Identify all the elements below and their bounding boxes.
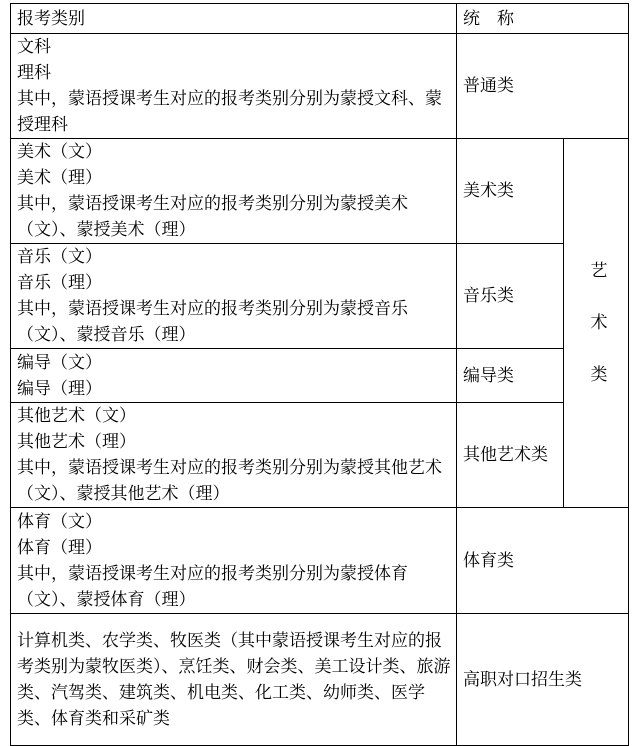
general-name-cell: 编导类 <box>457 349 564 403</box>
table-row <box>11 244 629 349</box>
table-row <box>11 614 629 746</box>
category-line: 其中，蒙语授课考生对应的报考类别分别为蒙授音乐（文）、蒙授音乐（理） <box>17 299 408 345</box>
category-line: 其中，蒙语授课考生对应的报考类别分别为蒙授美术（文）、蒙授美术（理） <box>17 194 408 240</box>
general-name-cell: 体育类 <box>457 508 629 614</box>
category-line: 体育（文） <box>17 511 102 532</box>
general-name-cell: 普通类 <box>457 34 629 139</box>
category-line: 其中，蒙语授课考生对应的报考类别分别为蒙授体育（文）、蒙授体育（理） <box>17 563 408 610</box>
header-category: 报考类别 <box>11 4 457 34</box>
category-line: 其他艺术（理） <box>17 432 136 452</box>
table-header-row <box>11 4 629 34</box>
table-row <box>11 139 629 244</box>
table-row <box>11 34 629 139</box>
category-line: 理科 <box>17 63 51 83</box>
art-group-char: 类 <box>590 365 608 385</box>
table-row <box>11 349 629 403</box>
table-row <box>11 403 629 508</box>
category-line: 文科 <box>17 37 51 57</box>
category-cell <box>11 34 457 139</box>
category-line: 美术（文） <box>17 142 102 162</box>
category-line: 其中，蒙语授课考生对应的报考类别分别为蒙授文科、蒙授理科 <box>17 89 442 135</box>
table-row <box>11 508 629 614</box>
category-cell <box>11 403 457 508</box>
general-name-cell: 音乐类 <box>457 244 564 349</box>
category-line: 音乐（理） <box>17 273 102 293</box>
category-line: 编导（文） <box>17 352 102 373</box>
category-line: 其他艺术（文） <box>17 406 136 426</box>
category-cell <box>11 614 457 746</box>
category-line: 计算机类、农学类、牧医类（其中蒙语授课考生对应的报考类别为蒙牧医类）、烹饪类、财会类、美工设计类、旅游类、汽驾类、建筑类、机电类、化工类、幼师类、医学类、体育类和采矿类 <box>17 630 451 729</box>
header-general-name: 统 称 <box>457 4 629 34</box>
category-cell <box>11 244 457 349</box>
general-name-cell: 其他艺术类 <box>457 403 564 508</box>
general-name-cell: 美术类 <box>457 139 564 244</box>
category-cell <box>11 139 457 244</box>
art-group-label <box>564 139 629 508</box>
art-group-char: 术 <box>590 313 608 333</box>
exam-category-table <box>10 3 629 746</box>
category-line: 其中，蒙语授课考生对应的报考类别分别为蒙授其他艺术（文）、蒙授其他艺术（理） <box>17 458 442 504</box>
category-cell <box>11 508 457 614</box>
category-cell <box>11 349 457 403</box>
general-name-cell: 高职对口招生类 <box>457 614 629 746</box>
category-line: 体育（理） <box>17 537 102 558</box>
art-group-char: 艺 <box>590 261 608 281</box>
category-line: 音乐（文） <box>17 247 102 267</box>
category-line: 美术（理） <box>17 168 102 188</box>
category-line: 编导（理） <box>17 378 102 399</box>
